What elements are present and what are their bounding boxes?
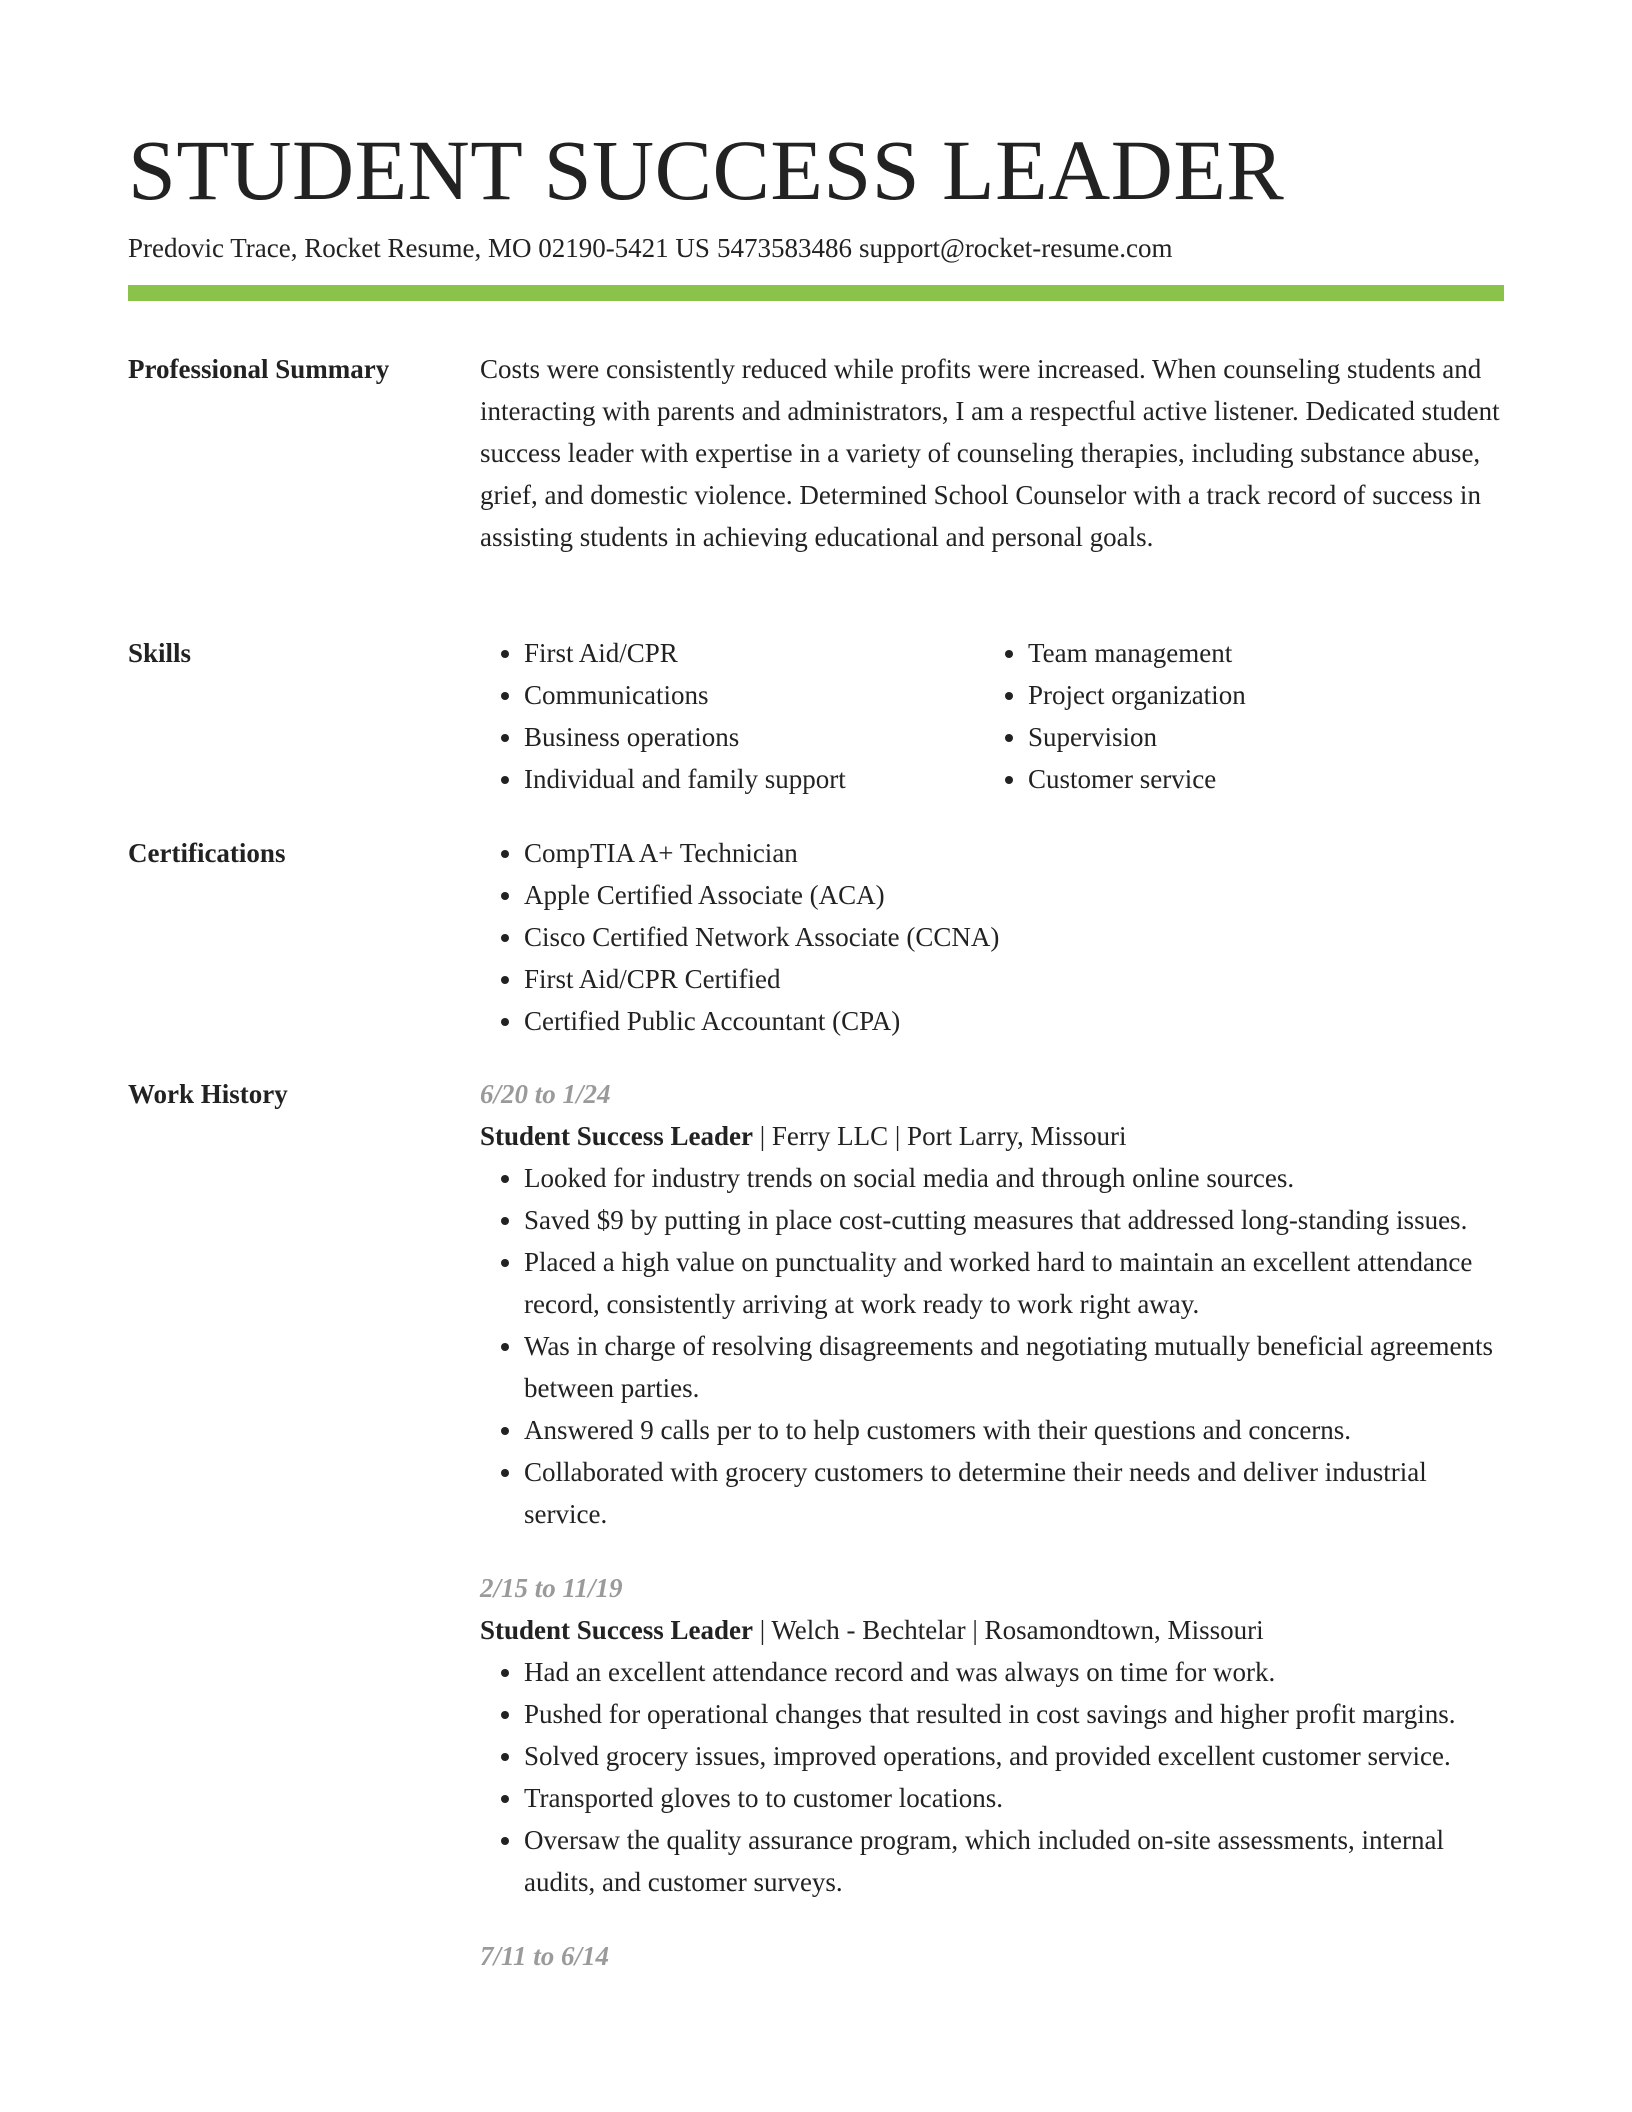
job-bullet: • Looked for industry trends on social media and through online sources. [524, 1157, 1504, 1199]
job-bullet: • Had an excellent attendance record and was always on time for work. [524, 1651, 1504, 1693]
summary-text: Costs were consistently reduced while profits were increased. When counseling students and interacting with parents and administrators, I am a respectful active listener. Dedicated student success leader with expertise in a variety of counseling therapies, including substance abuse, grief, and domestic violence. Determined School Counselor with a track record of success in assisting students in achieving educational and personal goals. [480, 354, 1500, 552]
job-title: Student Success Leader [480, 1121, 754, 1151]
resume-title: STUDENT SUCCESS LEADER [128, 122, 1285, 218]
phone: 5473583486 [716, 233, 852, 263]
contact-info [128, 230, 1172, 266]
certification-item: • Cisco Certified Network Associate (CCNA) [524, 916, 1504, 958]
email: support@rocket-resume.com [858, 233, 1173, 263]
job-title: Student Success Leader [480, 1615, 754, 1645]
header-divider [128, 285, 1504, 301]
skill-item: • Supervision [1028, 716, 1488, 758]
certification-item: • CompTIA A+ Technician [524, 832, 1504, 874]
section-heading: Work History [128, 1079, 288, 1109]
job-bullet: • Placed a high value on punctuality and worked hard to maintain an excellent attendance record, consistently arriving at work ready to work right away. [524, 1241, 1504, 1325]
job-heading [480, 1115, 1504, 1157]
job-entry [480, 1567, 1504, 1903]
job-entry [480, 1073, 1504, 1535]
job-bullet: • Transported gloves to to customer locations. [524, 1777, 1504, 1819]
section-heading: Professional Summary [128, 354, 390, 384]
job-bullet: • Saved $9 by putting in place cost-cutting measures that addressed long-standing issues. [524, 1199, 1504, 1241]
skill-item: • Individual and family support [524, 758, 984, 800]
job-entry [480, 1935, 1504, 1977]
certification-item: • First Aid/CPR Certified [524, 958, 1504, 1000]
job-heading [480, 1609, 1504, 1651]
skills-column-right [984, 632, 1488, 800]
skill-item: • Communications [524, 674, 984, 716]
certification-item: • Certified Public Accountant (CPA) [524, 1000, 1504, 1042]
job-details: | Ferry LLC | Port Larry, Missouri [753, 1121, 1127, 1151]
address: Predovic Trace, Rocket Resume, MO 02190-5421 US [128, 233, 710, 263]
skill-item: • Customer service [1028, 758, 1488, 800]
skill-item: • Business operations [524, 716, 984, 758]
job-dates: 7/11 to 6/14 [480, 1941, 610, 1971]
job-bullet: • Collaborated with grocery customers to determine their needs and deliver industrial service. [524, 1451, 1504, 1535]
job-bullet: • Was in charge of resolving disagreements and negotiating mutually beneficial agreements between parties. [524, 1325, 1504, 1409]
skill-item: • First Aid/CPR [524, 632, 984, 674]
job-bullet: • Pushed for operational changes that resulted in cost savings and higher profit margins. [524, 1693, 1504, 1735]
job-details: | Welch - Bechtelar | Rosamondtown, Missouri [753, 1615, 1264, 1645]
job-dates: 6/20 to 1/24 [480, 1079, 611, 1109]
job-dates: 2/15 to 11/19 [480, 1573, 623, 1603]
job-bullet: • Answered 9 calls per to to help customers with their questions and concerns. [524, 1409, 1504, 1451]
skills-column-left [480, 632, 984, 800]
skill-item: • Project organization [1028, 674, 1488, 716]
job-bullet: • Solved grocery issues, improved operations, and provided excellent customer service. [524, 1735, 1504, 1777]
section-heading: Certifications [128, 838, 286, 868]
job-bullet: • Oversaw the quality assurance program, which included on-site assessments, internal audits, and customer surveys. [524, 1819, 1504, 1903]
certification-item: • Apple Certified Associate (ACA) [524, 874, 1504, 916]
skill-item: • Team management [1028, 632, 1488, 674]
section-heading: Skills [128, 638, 192, 668]
